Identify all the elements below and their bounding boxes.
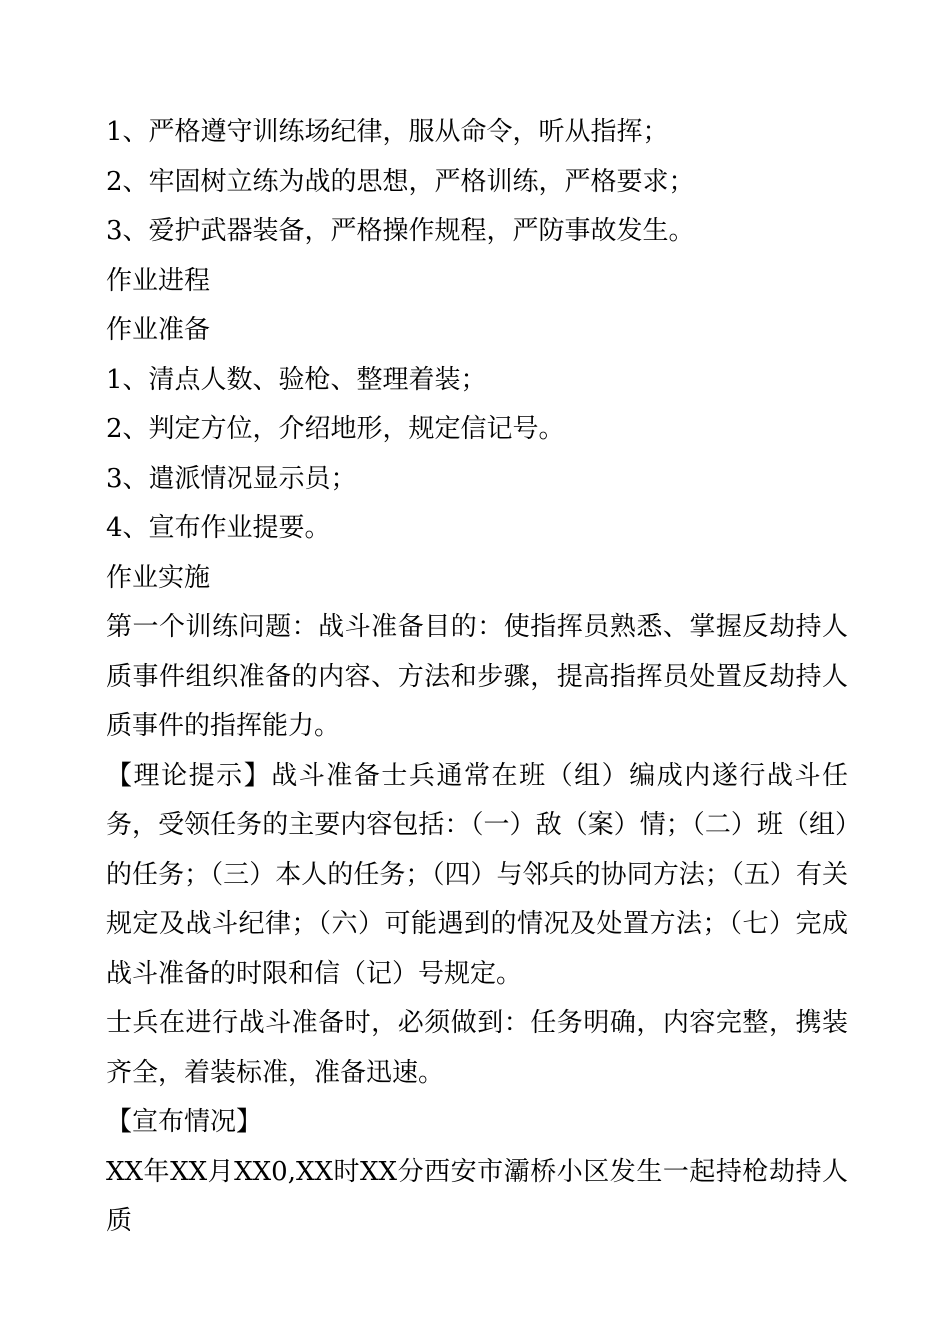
announce-situation-heading: 【宣布情况】 (106, 1107, 263, 1137)
theory-tip: 【理论提示】战斗准备士兵通常在班（组）编成内遂行战斗任务，受领任务的主要内容包括：（一）敌（案）情；（二）班（组）的任务；（三）本人的任务；（四）与邻兵的协同方法；（五）有关规定及战斗纪律；（六）可能遇到的情况及处置方法；（七）完成战斗准备的时限和信（记）号规定。 (106, 760, 848, 989)
section-heading-process: 作业进程 (106, 265, 211, 296)
prep-step-1: 1、清点人数、验枪、整理着装； (106, 364, 487, 395)
document-body (106, 108, 848, 1247)
prep-step-3: 3、遣派情况显示员； (106, 463, 357, 494)
section-heading-preparation: 作业准备 (106, 315, 211, 345)
rule-2: 2、牢固树立练为战的思想，严格训练，严格要求； (106, 166, 695, 197)
soldier-requirements: 士兵在进行战斗准备时，必须做到：任务明确，内容完整，携装齐全，着装标准，准备迅速。 (106, 1008, 848, 1088)
rule-3: 3、爱护武器装备，严格操作规程，严防事故发生。 (106, 216, 695, 246)
prep-step-2: 2、判定方位，介绍地形，规定信记号。 (106, 414, 565, 444)
prep-step-4: 4、宣布作业提要。 (106, 513, 331, 543)
situation-text: XX年XX月XX0,XX时XX分西安市灞桥小区发生一起持枪劫持人质 (106, 1156, 848, 1236)
rule-1: 1、严格遵守训练场纪律，服从命令，听从指挥； (106, 117, 669, 147)
section-heading-implementation: 作业实施 (106, 562, 211, 593)
training-question-1: 第一个训练问题：战斗准备目的：使指挥员熟悉、掌握反劫持人质事件组织准备的内容、方法和步骤，提高指挥员处置反劫持人质事件的指挥能力。 (106, 612, 848, 741)
